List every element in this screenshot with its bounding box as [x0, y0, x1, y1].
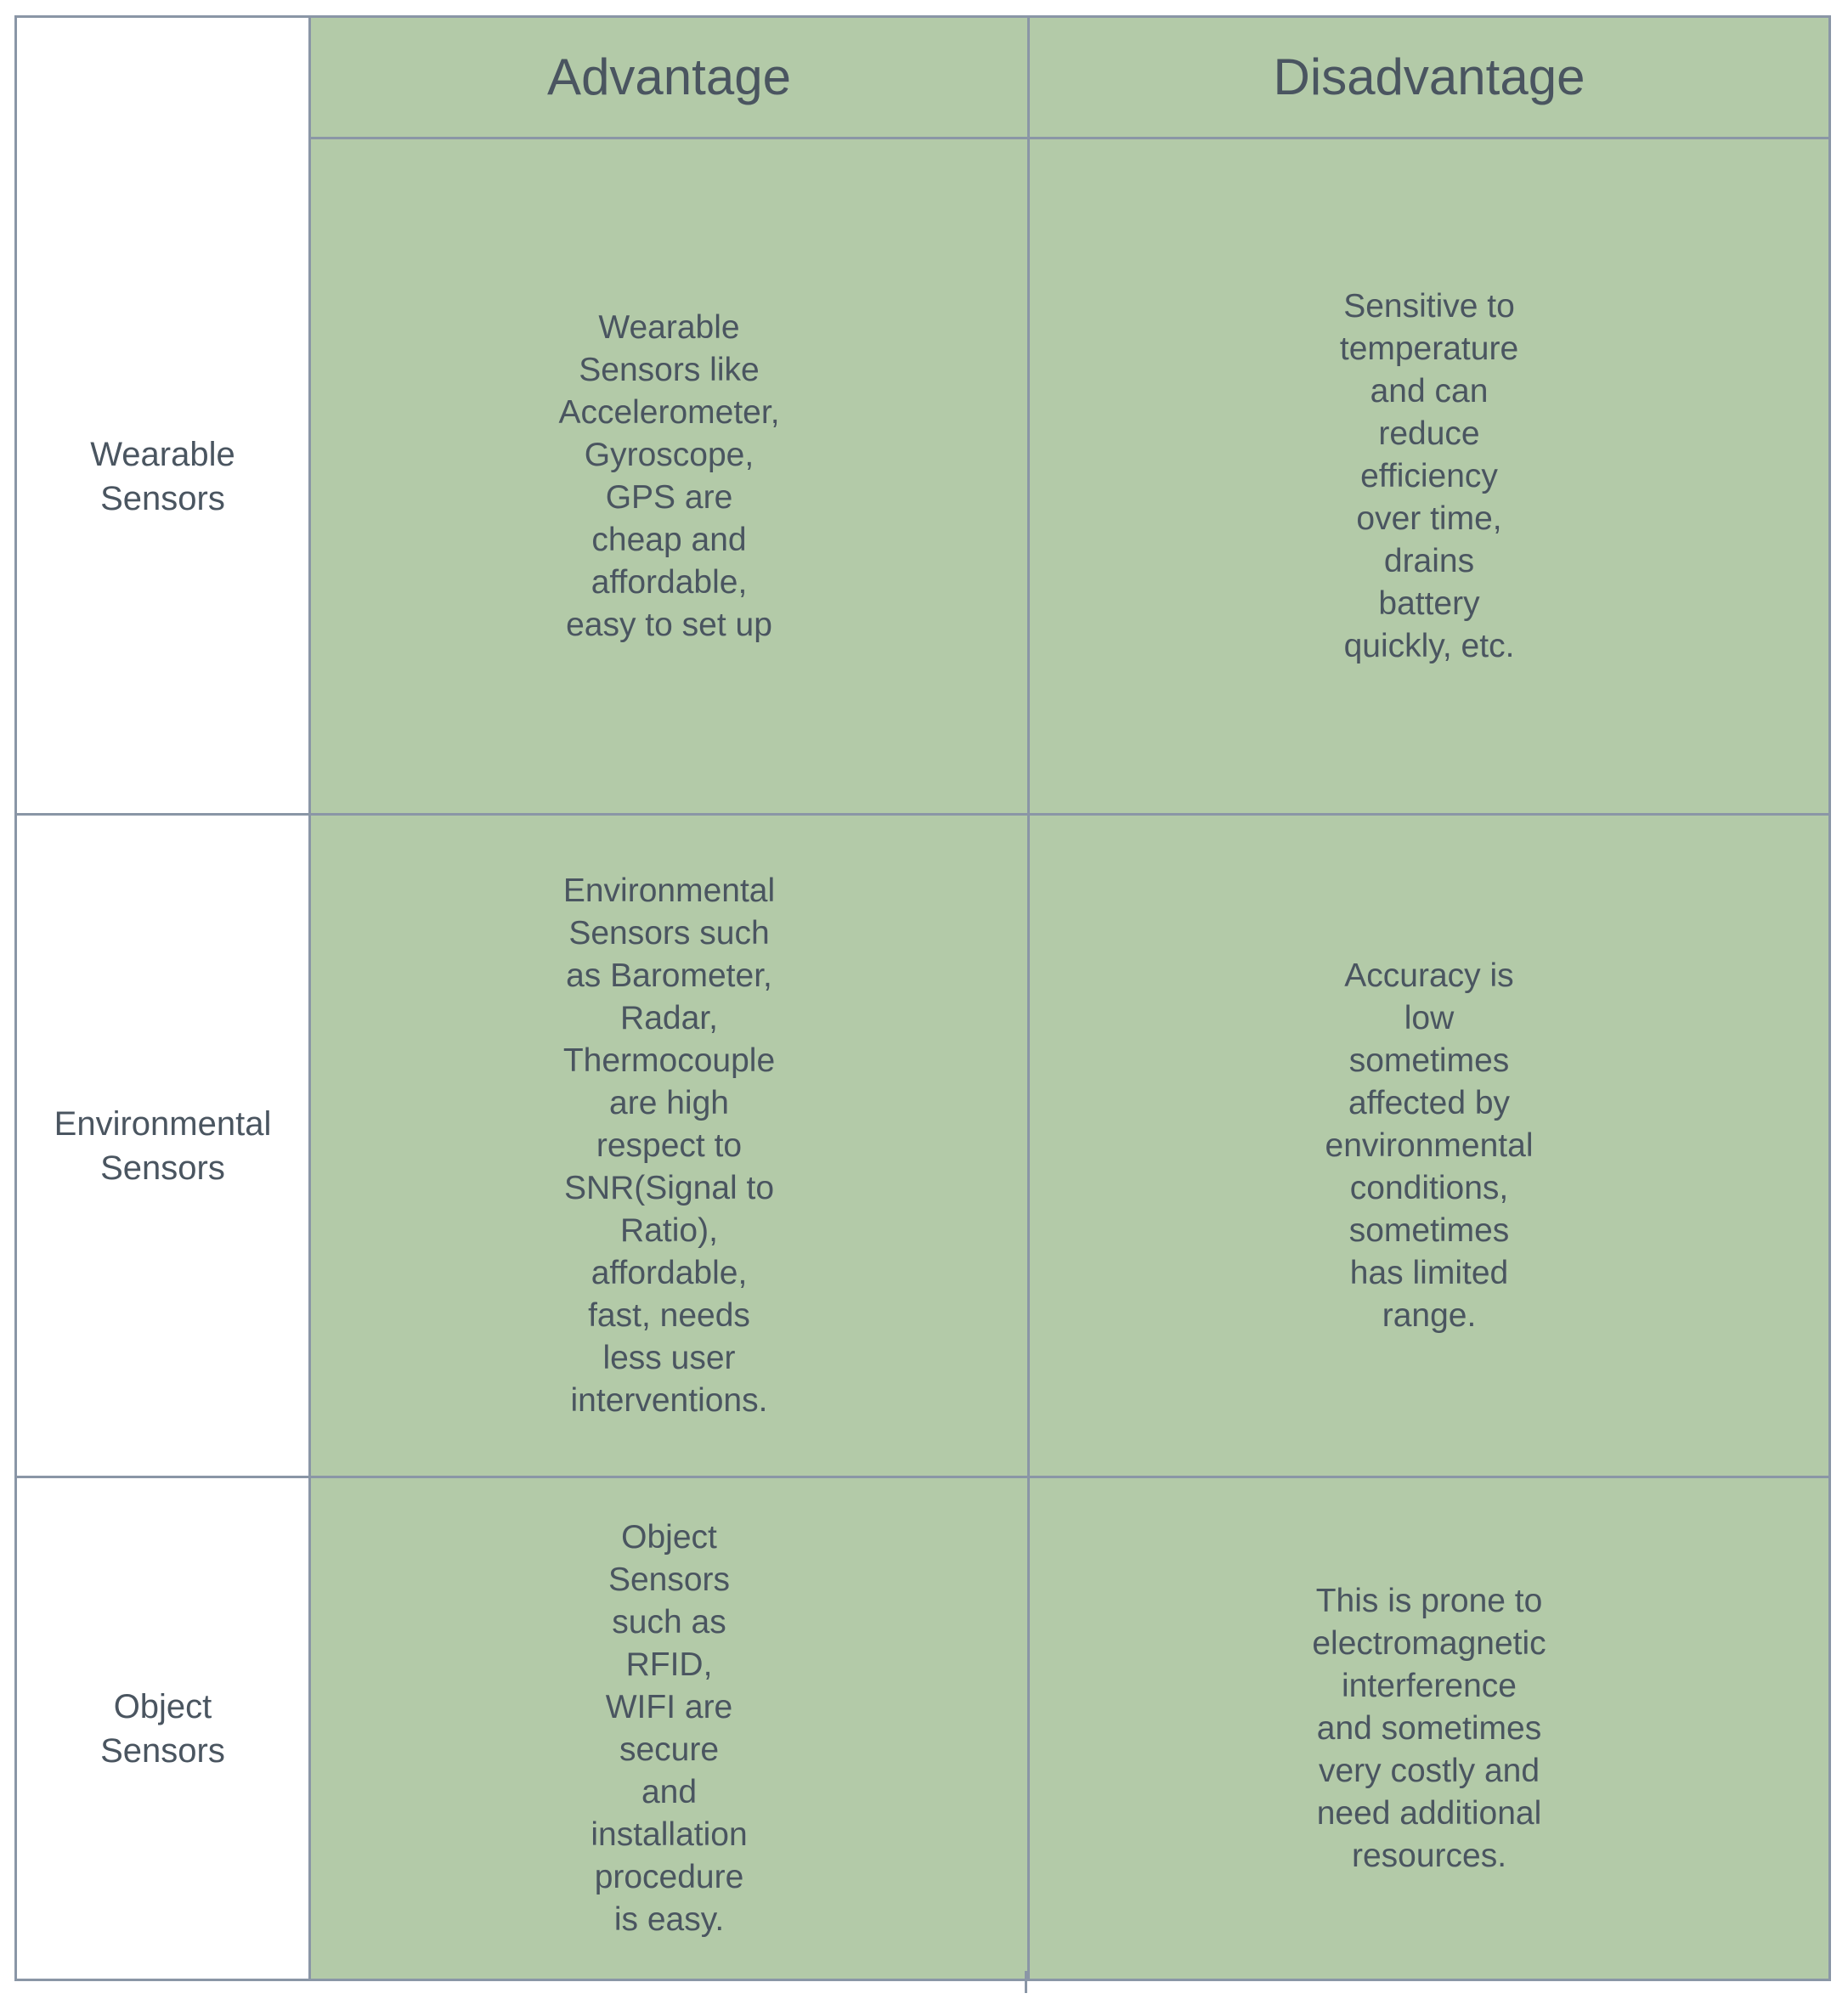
header-disadvantage: Disadvantage [1030, 18, 1828, 139]
header-advantage: Advantage [311, 18, 1030, 139]
cell-object-disadvantage: This is prone to electromagnetic interference and sometimes very costly and need additional resources. [1030, 1478, 1828, 1979]
row-label-wearable: Wearable Sensors [17, 139, 311, 816]
cell-wearable-advantage: Wearable Sensors like Accelerometer, Gyroscope, GPS are cheap and affordable, easy to set up [311, 139, 1030, 816]
corner-cell [17, 18, 311, 139]
cell-wearable-disadvantage: Sensitive to temperature and can reduce efficiency over time, drains battery quickly, etc. [1030, 139, 1828, 816]
table-grid [17, 18, 1828, 1979]
column-divider-stub [1025, 1971, 1027, 1993]
cell-object-advantage: Object Sensors such as RFID, WIFI are secure and installation procedure is easy. [311, 1478, 1030, 1979]
cell-environmental-advantage: Environmental Sensors such as Barometer, Radar, Thermocouple are high respect to SNR(Signal to Ratio), affordable, fast, needs less user interventions. [311, 816, 1030, 1478]
row-label-object: Object Sensors [17, 1478, 311, 1979]
cell-environmental-disadvantage: Accuracy is low sometimes affected by environmental conditions, sometimes has limited range. [1030, 816, 1828, 1478]
comparison-table [14, 15, 1831, 1981]
row-label-environmental: Environmental Sensors [17, 816, 311, 1478]
